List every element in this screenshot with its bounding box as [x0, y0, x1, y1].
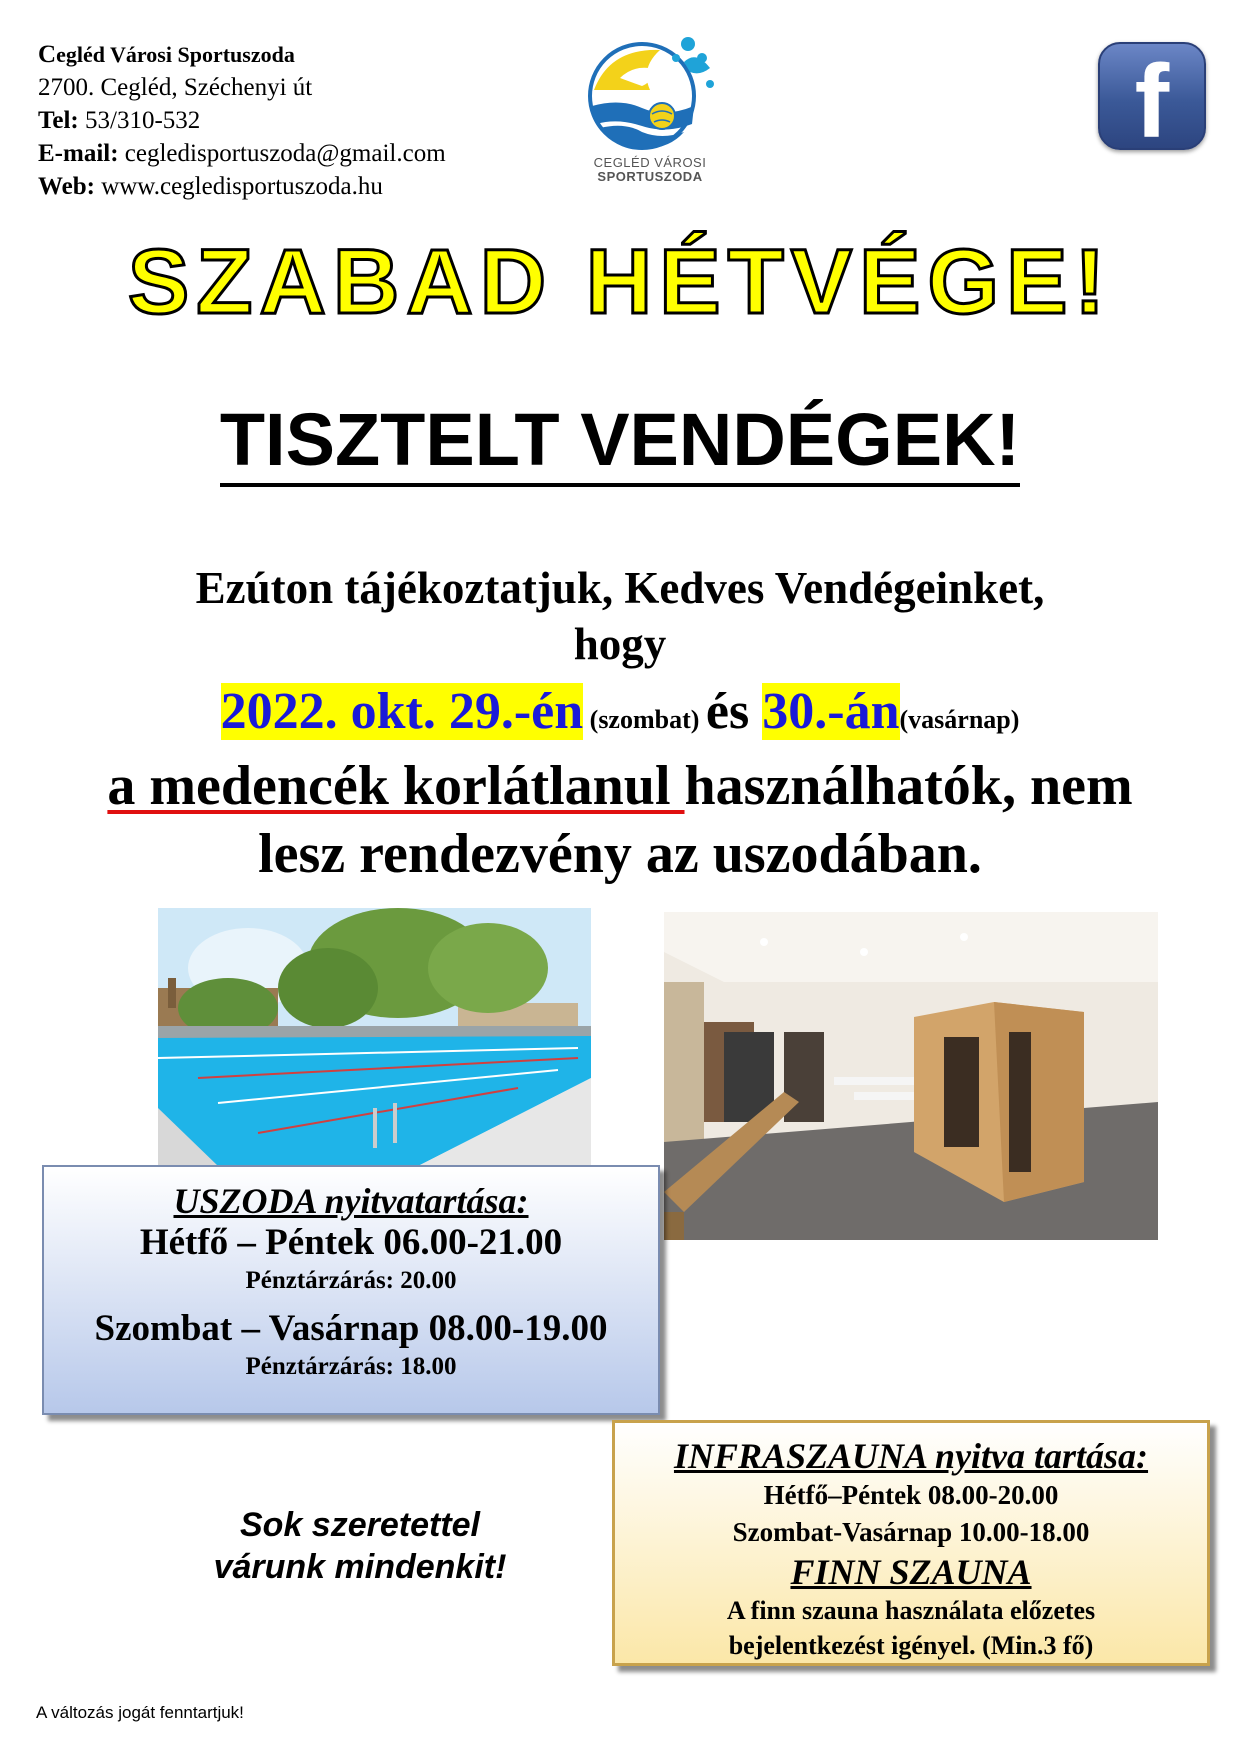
footer-disclaimer: A változás jogát fenntartjuk! [36, 1703, 244, 1722]
headline: SZABAD HÉTVÉGE! [127, 231, 1113, 333]
underlined-phrase: a medencék korlátlanul [107, 755, 685, 817]
day-sunday: (vasárnap) [899, 705, 1020, 734]
pool-photo [158, 908, 591, 1166]
pool-name: Cegléd Városi Sportuszoda [38, 41, 295, 68]
facebook-icon[interactable] [1098, 42, 1206, 150]
pool-logo-icon [580, 28, 720, 158]
contact-block [38, 38, 446, 203]
facebook-glyph: f [1134, 44, 1170, 150]
subheading: TISZTELT VENDÉGEK! [0, 400, 1240, 480]
sauna-weekend-hours: Szombat-Vasárnap 10.00-18.00 [732, 1517, 1090, 1547]
sauna-hours-title: INFRASZAUNA nyitva tartása: [673, 1436, 1149, 1476]
conjunction: és [705, 683, 763, 740]
sauna-hours-box [612, 1420, 1210, 1666]
finnish-sauna-title: FINN SZAUNA [790, 1552, 1032, 1592]
sauna-weekday-hours: Hétfő–Péntek 08.00-20.00 [763, 1480, 1059, 1510]
pool-logo [580, 28, 720, 198]
pool-hours-box [42, 1165, 660, 1415]
pool-weekend-cashier-close: Pénztárzárás: 18.00 [245, 1353, 457, 1380]
pool-weekday-cashier-close: Pénztárzárás: 20.00 [245, 1267, 457, 1294]
logo-caption: CEGLÉD VÁROSI SPORTUSZODA [593, 155, 707, 184]
main-message: a medencék korlátlanul használhatók, nem lesz rendezvény az uszodában. [107, 755, 1133, 885]
address: 2700. Cegléd, Széchenyi út [38, 74, 313, 101]
dates-line [0, 680, 1240, 752]
date-sunday: 30.-án [762, 683, 900, 740]
pool-weekday-hours: Hétfő – Péntek 06.00-21.00 [139, 1222, 563, 1263]
pool-weekend-hours: Szombat – Vasárnap 08.00-19.00 [94, 1308, 608, 1349]
day-saturday: (szombat) [583, 705, 706, 734]
phone: Tel: 53/310-532 [38, 107, 201, 134]
pool-hours-title: USZODA nyitvatartása: [173, 1181, 529, 1221]
date-saturday: 2022. okt. 29.-én [220, 683, 584, 740]
email: E-mail: cegledisportuszoda@gmail.com [38, 140, 446, 167]
finnish-sauna-note: A finn szauna használata előzetes bejelentkezést igényel. (Min.3 fő) [726, 1596, 1096, 1660]
sauna-photo [664, 912, 1158, 1240]
closing-message: Sok szeretettel várunk mindenkit! [213, 1506, 507, 1586]
website: Web: www.cegledisportuszoda.hu [38, 173, 383, 200]
intro-text: Ezúton tájékoztatjuk, Kedves Vendégeinket, hogy [195, 563, 1045, 669]
